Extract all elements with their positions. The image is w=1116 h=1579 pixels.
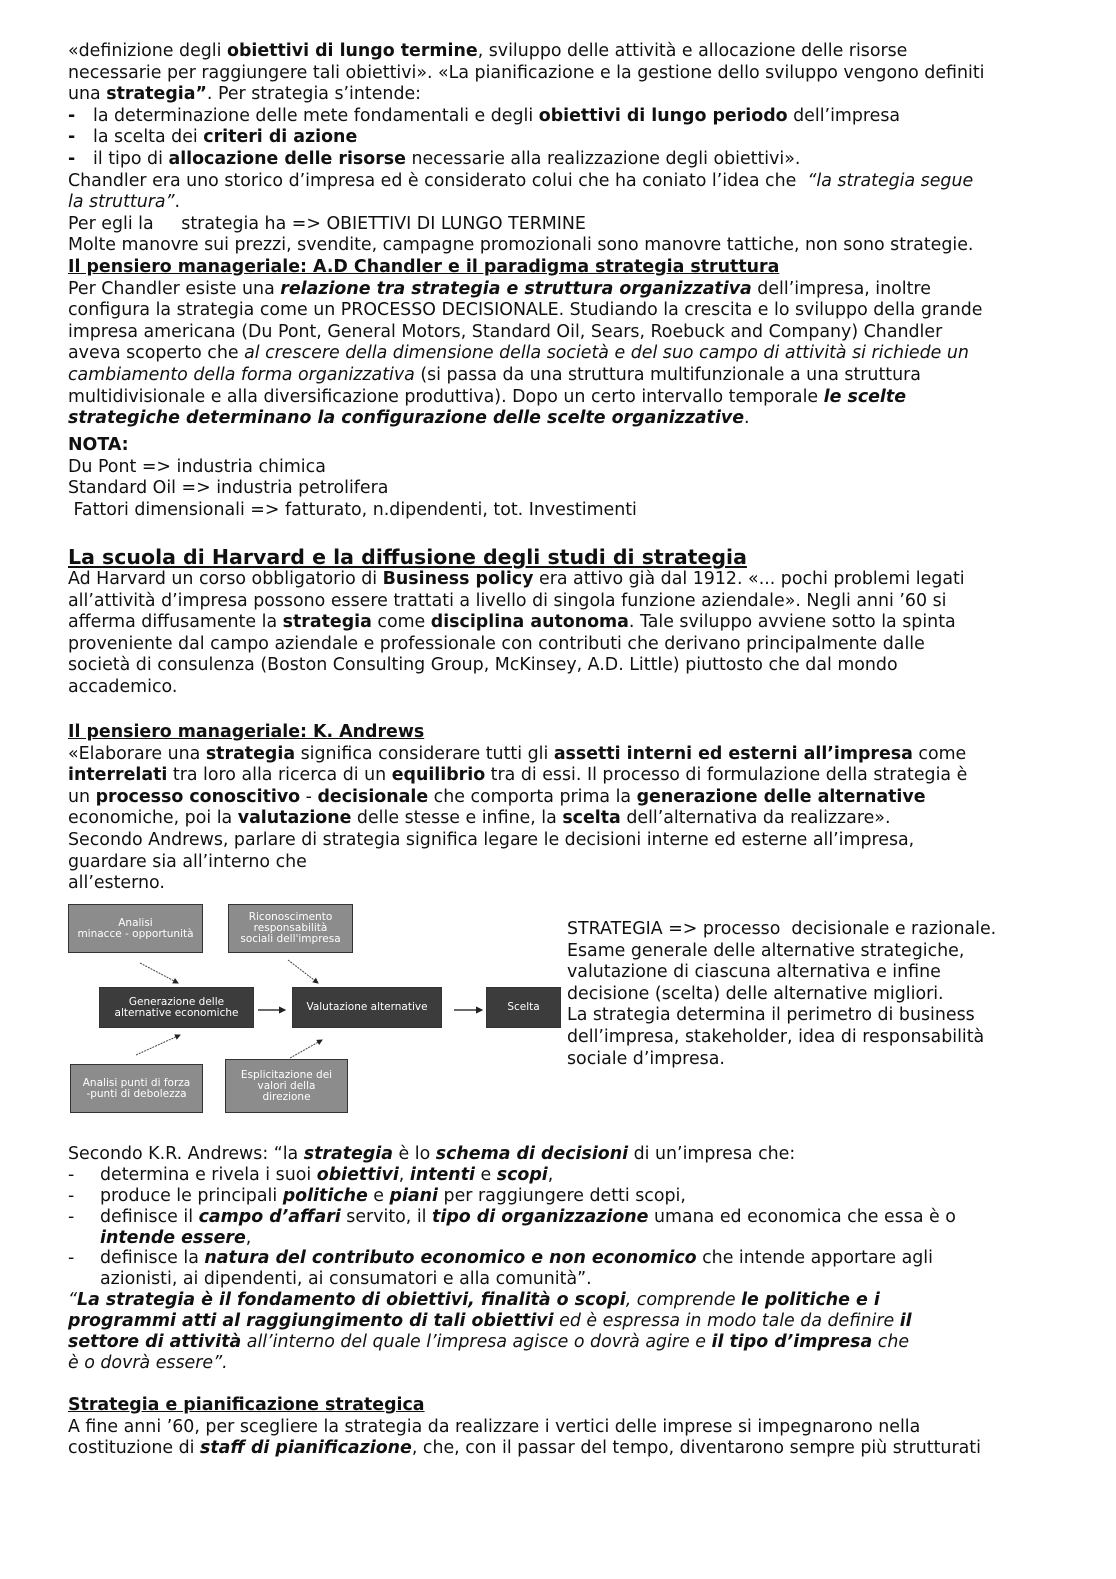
text-line xyxy=(68,1417,1078,1439)
emphasis-text: campo d’affari xyxy=(198,1206,341,1227)
emphasis-text: “la strategia segue xyxy=(801,170,974,191)
emphasis-text: assetti interni ed esterni all’impresa xyxy=(553,743,913,764)
strategy-process-diagram xyxy=(60,895,570,1125)
text-segment: una xyxy=(68,84,107,105)
text-line xyxy=(68,1353,1078,1374)
text-segment: , che, con il passar del tempo, diventarono sempre più strutturati xyxy=(411,1438,981,1459)
emphasis-text: interrelati xyxy=(68,765,168,786)
emphasis-text: all’interno del quale l’impresa agisce o dovrà agire e xyxy=(241,1332,712,1353)
box-analisi-punti: Analisi punti di forza -punti di debolezza xyxy=(70,1064,203,1113)
emphasis-text: valutazione xyxy=(237,808,352,829)
section-harvard xyxy=(68,545,1078,699)
text-line xyxy=(68,722,1078,744)
text-segment: definisce il xyxy=(100,1206,199,1227)
text-segment: . Tale sviluppo avviene sotto la spinta xyxy=(628,612,956,633)
text-segment: delle stesse e infine, la xyxy=(351,808,563,829)
box-analisi-minacce: Analisi minacce - opportunità xyxy=(68,904,203,953)
text-segment: dell’impresa, inoltre xyxy=(751,278,931,299)
text-line xyxy=(68,873,1078,895)
emphasis-text: strategia xyxy=(303,1144,393,1164)
emphasis-text: NOTA: xyxy=(68,435,129,455)
text-segment: Secondo K.R. Andrews: “la xyxy=(68,1144,304,1164)
emphasis-text: strategia xyxy=(205,743,296,764)
emphasis-text: scelta xyxy=(562,808,621,829)
emphasis-text: cambiamento della forma organizzativa xyxy=(68,364,415,385)
text-line xyxy=(68,257,1078,279)
text-segment: un xyxy=(68,786,96,807)
text-line xyxy=(68,435,1078,457)
text-segment: era attivo già dal 1912. «... pochi problemi legati xyxy=(533,569,965,589)
emphasis-text: il xyxy=(899,1311,912,1332)
text-segment: che comporta prima la xyxy=(428,786,637,807)
emphasis-text: Business policy xyxy=(382,569,534,589)
text-segment: tra di essi. Il processo di formulazione della strategia è xyxy=(485,765,968,786)
emphasis-text: le scelte xyxy=(823,386,906,407)
text-line xyxy=(68,300,1078,322)
emphasis-text: decisionale xyxy=(317,786,429,807)
text-segment: e xyxy=(474,1164,497,1185)
text-line xyxy=(68,41,1078,63)
text-segment: sociale d’impresa. xyxy=(567,1048,725,1069)
text-segment: il tipo di xyxy=(93,148,169,169)
text-line xyxy=(567,1005,1047,1027)
text-segment: (si passa da una struttura multifunzionale a una struttura xyxy=(414,364,921,385)
text-segment: A fine anni ’60, per scegliere la strategia da realizzare i vertici delle imprese si impegnarono nella xyxy=(68,1416,921,1437)
list-item xyxy=(68,106,1078,128)
text-segment: , xyxy=(245,1227,252,1248)
text-segment: La strategia determina il perimetro di business xyxy=(567,1005,975,1026)
text-segment: Esame generale delle alternative strategiche, xyxy=(567,940,965,961)
text-line xyxy=(68,343,1078,365)
text-segment: configura la strategia come un PROCESSO DECISIONALE. Studiando la crescita e lo sviluppo della grande xyxy=(68,300,983,321)
text-segment: Per egli la strategia ha => OBIETTIVI DI LUNGO TERMINE xyxy=(68,213,586,234)
text-line xyxy=(68,612,1078,634)
emphasis-text: generazione delle alternative xyxy=(636,786,926,807)
emphasis-text: intenti xyxy=(409,1164,475,1185)
text-segment: , xyxy=(547,1164,554,1185)
text-segment: la determinazione delle mete fondamentali e degli xyxy=(93,105,539,126)
text-line xyxy=(68,1269,1078,1290)
emphasis-text: programmi atti al raggiungimento di tali obiettivi xyxy=(68,1311,554,1332)
emphasis-text: processo conoscitivo xyxy=(95,786,301,807)
text-segment: impresa americana (Du Pont, General Motors, Standard Oil, Sears, Roebuck and Company) Chandler xyxy=(68,321,943,342)
text-line xyxy=(68,408,1078,430)
emphasis-text: strategia xyxy=(282,612,372,633)
text-line xyxy=(68,1311,1078,1332)
text-segment: per raggiungere detti scopi, xyxy=(438,1185,686,1206)
emphasis-text: , comprende xyxy=(625,1290,742,1311)
text-segment: accademico. xyxy=(68,676,178,697)
emphasis-text: il tipo d’impresa xyxy=(711,1332,873,1353)
text-segment: Secondo Andrews, parlare di strategia significa legare le decisioni interne ed esterne all’impresa, xyxy=(68,829,915,850)
emphasis-text: piani xyxy=(389,1185,439,1206)
text-segment: di un’impresa che: xyxy=(628,1144,796,1164)
text-segment: come xyxy=(912,743,967,764)
text-segment: La scuola di Harvard e la diffusione degli studi di strategia xyxy=(68,545,747,569)
text-line xyxy=(567,984,1047,1006)
text-line xyxy=(68,235,1078,257)
text-line xyxy=(68,1290,1078,1311)
text-line xyxy=(68,192,1078,214)
text-segment: che intende apportare agli xyxy=(696,1248,933,1269)
emphasis-text: schema di decisioni xyxy=(435,1144,629,1164)
text-segment: significa considerare tutti gli xyxy=(295,743,554,764)
text-segment: , sviluppo delle attività e allocazione delle risorse xyxy=(477,41,908,61)
emphasis-text: ed è espressa in modo tale da definire xyxy=(553,1311,900,1332)
text-segment: umana ed economica che essa è o xyxy=(648,1206,956,1227)
box-generazione: Generazione delle alternative economiche xyxy=(99,987,254,1028)
heading-text: Il pensiero manageriale: A.D Chandler e il paradigma strategia struttura xyxy=(68,256,780,277)
box-scelta: Scelta xyxy=(486,987,561,1028)
text-segment: la scelta dei xyxy=(93,127,204,148)
text-line xyxy=(68,765,1078,787)
section-chandler xyxy=(68,41,1078,430)
emphasis-text: La strategia è il fondamento di obiettivi, finalità o scopi xyxy=(77,1290,626,1311)
text-line xyxy=(567,941,1047,963)
section-nota xyxy=(68,435,1078,521)
text-segment: Molte manovre sui prezzi, svendite, campagne promozionali sono manovre tattiche, non sono strategie. xyxy=(68,235,974,256)
text-line xyxy=(567,1049,1047,1071)
text-line xyxy=(68,677,1078,699)
emphasis-text: tipo di organizzazione xyxy=(432,1206,649,1227)
heading-text: Il pensiero manageriale: K. Andrews xyxy=(68,722,425,742)
text-segment: dell’alternativa da realizzare». xyxy=(620,808,891,829)
text-segment: «definizione degli xyxy=(68,41,228,61)
text-line xyxy=(68,171,1078,193)
section-andrews-definition xyxy=(68,1144,1078,1374)
text-line xyxy=(68,655,1078,677)
text-segment: all’esterno. xyxy=(68,873,165,894)
emphasis-text: obiettivi di lungo termine xyxy=(227,41,478,61)
emphasis-text: settore di attività xyxy=(68,1332,242,1353)
text-segment: Ad Harvard un corso obbligatorio di xyxy=(68,569,383,589)
emphasis-text: staff di pianificazione xyxy=(200,1438,412,1459)
text-segment: Chandler era uno storico d’impresa ed è considerato colui che ha coniato l’idea che xyxy=(68,170,802,191)
text-line xyxy=(567,919,1047,941)
text-line xyxy=(68,478,1078,500)
text-segment: definisce la xyxy=(100,1248,205,1269)
text-segment: necessarie per raggiungere tali obiettivi». «La pianificazione e la gestione dello sviluppo vengono definiti xyxy=(68,62,985,83)
text-segment: società di consulenza (Boston Consulting Group, McKinsey, A.D. Little) piuttosto che dal mondo xyxy=(68,655,898,676)
text-line xyxy=(567,962,1047,984)
text-segment: tra loro alla ricerca di un xyxy=(167,765,392,786)
text-line xyxy=(68,214,1078,236)
text-segment: azionisti, ai dipendenti, ai consumatori e alla comunità”. xyxy=(100,1269,592,1290)
emphasis-text: al crescere della dimensione della società e del suo campo di attività si richiede un xyxy=(244,343,969,364)
text-line xyxy=(68,808,1078,830)
text-line xyxy=(68,322,1078,344)
text-segment: determina e rivela i suoi xyxy=(100,1164,317,1185)
text-line xyxy=(68,744,1078,766)
text-segment: e xyxy=(367,1185,390,1206)
text-segment: afferma diffusamente la xyxy=(68,612,283,633)
text-segment: produce le principali xyxy=(100,1185,283,1206)
text-segment: proveniente dal campo aziendale e professionale con contributi che derivano principalmente dalle xyxy=(68,633,925,654)
text-segment: è lo xyxy=(392,1144,436,1164)
box-esplicitazione: Esplicitazione dei valori della direzione xyxy=(225,1059,348,1113)
emphasis-text: intende essere xyxy=(100,1227,246,1248)
text-segment: aveva scoperto che xyxy=(68,343,245,364)
emphasis-text: che xyxy=(872,1332,910,1353)
text-segment: decisione (scelta) delle alternative migliori. xyxy=(567,983,944,1004)
text-segment: economiche, poi la xyxy=(68,808,238,829)
emphasis-text: è o dovrà essere”. xyxy=(68,1352,228,1373)
text-line xyxy=(68,852,1078,874)
text-segment: . Per strategia s’intende: xyxy=(206,84,422,105)
text-line xyxy=(68,787,1078,809)
text-line xyxy=(68,365,1078,387)
list-item xyxy=(68,1186,1078,1207)
text-segment: valutazione di ciascuna alternativa e infine xyxy=(567,962,941,983)
emphasis-text: scopi xyxy=(496,1164,548,1185)
section-pianificazione xyxy=(68,1395,1078,1460)
text-segment: Standard Oil => industria petrolifera xyxy=(68,478,389,499)
box-valutazione: Valutazione alternative xyxy=(292,987,442,1028)
emphasis-text: obiettivi di lungo periodo xyxy=(538,105,788,126)
heading-text: Strategia e pianificazione strategica xyxy=(68,1395,425,1415)
emphasis-text: relazione tra strategia e struttura organizzativa xyxy=(280,278,752,299)
emphasis-text: equilibrio xyxy=(391,765,486,786)
emphasis-text: obiettivi xyxy=(316,1164,399,1185)
text-segment: , xyxy=(398,1164,410,1185)
section-heading xyxy=(68,545,1078,569)
text-segment: multidivisionale e alla diversificazione produttiva). Dopo un certo intervallo temporale xyxy=(68,386,824,407)
text-line xyxy=(68,591,1078,613)
box-riconoscimento: Riconoscimento responsabilità sociali dell'impresa xyxy=(228,904,353,953)
text-line xyxy=(68,1144,1078,1165)
text-line xyxy=(68,84,1078,106)
text-line xyxy=(68,279,1078,301)
text-line xyxy=(68,634,1078,656)
text-segment: necessarie alla realizzazione degli obiettivi». xyxy=(405,148,801,169)
text-segment: guardare sia all’interno che xyxy=(68,851,307,872)
list-item xyxy=(68,127,1078,149)
text-line xyxy=(68,1332,1078,1353)
emphasis-text: strategiche determinano la configurazione delle scelte organizzative xyxy=(68,408,745,429)
text-segment: «Elaborare una xyxy=(68,743,206,764)
text-line xyxy=(68,1395,1078,1417)
emphasis-text: la struttura” xyxy=(68,192,175,213)
text-segment: Fattori dimensionali => fatturato, n.dipendenti, tot. Investimenti xyxy=(68,499,637,520)
text-segment: Per Chandler esiste una xyxy=(68,278,281,299)
text-line xyxy=(567,1027,1047,1049)
section-andrews xyxy=(68,722,1078,895)
text-line xyxy=(68,569,1078,591)
text-segment: . xyxy=(174,192,181,213)
text-segment: . xyxy=(744,408,750,429)
list-item xyxy=(68,1207,1078,1228)
list-item xyxy=(68,1165,1078,1186)
text-segment: dell’impresa xyxy=(787,105,901,126)
emphasis-text: le politiche e i xyxy=(741,1290,880,1311)
list-item xyxy=(68,149,1078,171)
text-segment: dell’impresa, stakeholder, idea di responsabilità xyxy=(567,1026,985,1047)
list-item xyxy=(68,1248,1078,1269)
emphasis-text: natura del contributo economico e non economico xyxy=(204,1248,697,1269)
text-segment: all’attività d’impresa possono essere trattati a livello di singola funzione aziendale». Negli anni ’60 si xyxy=(68,590,947,611)
section-strategia-summary xyxy=(567,919,1047,1070)
text-segment: Du Pont => industria chimica xyxy=(68,456,326,477)
text-segment: servito, il xyxy=(340,1206,433,1227)
text-line xyxy=(68,830,1078,852)
text-line xyxy=(68,500,1078,522)
emphasis-text: politiche xyxy=(282,1185,368,1206)
emphasis-text: strategia” xyxy=(106,84,207,105)
text-line xyxy=(68,1438,1078,1460)
emphasis-text: criteri di azione xyxy=(203,127,358,148)
text-segment: - xyxy=(300,786,318,807)
text-segment: costituzione di xyxy=(68,1438,201,1459)
text-line xyxy=(68,63,1078,85)
emphasis-text: disciplina autonoma xyxy=(430,612,629,633)
text-line xyxy=(68,1228,1078,1249)
text-line xyxy=(68,457,1078,479)
text-segment: come xyxy=(371,612,431,633)
text-line xyxy=(68,387,1078,409)
emphasis-text: allocazione delle risorse xyxy=(168,148,406,169)
text-segment: STRATEGIA => processo decisionale e razionale. xyxy=(567,919,997,939)
emphasis-text: “ xyxy=(68,1290,78,1311)
